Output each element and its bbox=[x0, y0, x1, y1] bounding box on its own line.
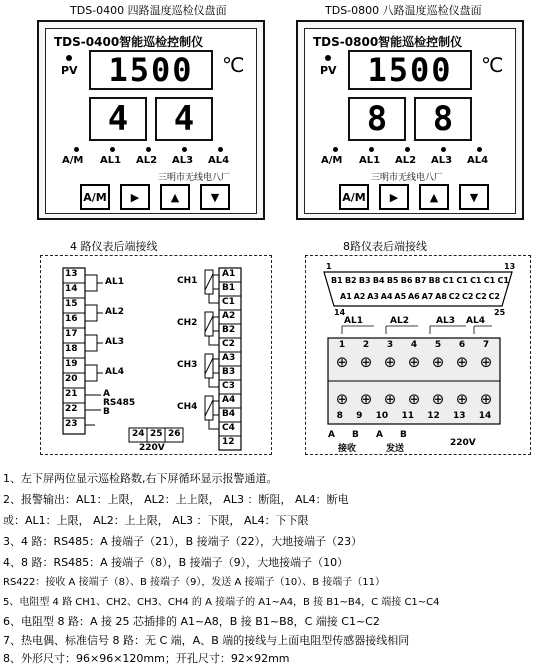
left-panel-title: TDS-0400智能巡检控制仪 bbox=[54, 35, 204, 49]
terminal-18: 18 bbox=[65, 344, 78, 354]
al4-label: AL4 bbox=[466, 316, 485, 326]
terminal-2: 2 bbox=[362, 340, 370, 350]
pin-a8: A8 bbox=[435, 292, 447, 301]
terminal-13: 13 bbox=[453, 411, 466, 421]
terminal-c2: C2 bbox=[222, 339, 235, 349]
left-panel-face bbox=[45, 28, 257, 214]
ch3-label: CH3 bbox=[177, 360, 198, 370]
pin-13-label: 13 bbox=[504, 262, 516, 271]
terminal-10: 10 bbox=[375, 411, 389, 421]
celsius-unit: ℃ bbox=[481, 53, 504, 77]
terminal-19: 19 bbox=[65, 359, 78, 369]
terminal-13: 13 bbox=[65, 269, 78, 279]
power-220v-label: 220V bbox=[450, 438, 476, 448]
maker-label: 三明市无线电八厂 bbox=[158, 173, 231, 183]
ch2-label: CH2 bbox=[177, 318, 198, 328]
pin-a5: A5 bbox=[394, 292, 407, 301]
terminal-21: 21 bbox=[65, 389, 78, 399]
al4-indicator-label: AL4 bbox=[467, 155, 489, 166]
al3-indicator-label: AL3 bbox=[431, 155, 453, 166]
left-front-panel bbox=[37, 20, 265, 220]
pin-a4: A4 bbox=[380, 292, 393, 301]
eight-channel-wiring-diagram bbox=[305, 255, 531, 455]
channel-display: 4 bbox=[89, 97, 147, 141]
ch1-label: CH1 bbox=[177, 276, 198, 286]
al2-indicator-label: AL2 bbox=[395, 155, 417, 166]
pin-c1: C1 bbox=[483, 276, 496, 285]
terminal-15: 15 bbox=[65, 299, 78, 309]
terminal-b1: B1 bbox=[222, 283, 236, 293]
rs485-a-label: A bbox=[103, 389, 110, 399]
screw-icon: ⊕ bbox=[431, 353, 445, 371]
bottom-terminal-numbers bbox=[330, 411, 498, 421]
terminal-b3: B3 bbox=[222, 367, 236, 377]
terminal-1: 1 bbox=[338, 340, 346, 350]
terminal-a4: A4 bbox=[222, 395, 236, 405]
al1-label: AL1 bbox=[344, 316, 363, 326]
pin-b4: B4 bbox=[372, 276, 385, 285]
terminal-a1: A1 bbox=[222, 269, 236, 279]
pin-a3: A3 bbox=[367, 292, 379, 301]
terminal-14: 14 bbox=[478, 411, 492, 421]
ch4-label: CH4 bbox=[177, 402, 198, 412]
note-4: 4、8 路：RS485：A 接端子（8），B 接端子（9），大地接端子（10） bbox=[3, 556, 349, 569]
rs485-b-label: B bbox=[103, 407, 110, 417]
screw-icon: ⊕ bbox=[335, 353, 349, 371]
send-b-label: B bbox=[400, 430, 407, 440]
pin-a7: A7 bbox=[421, 292, 434, 301]
screw-icon: ⊕ bbox=[479, 390, 493, 408]
terminal-4: 4 bbox=[410, 340, 418, 350]
terminal-22: 22 bbox=[65, 404, 78, 414]
pv-label: PV bbox=[61, 64, 78, 77]
terminal-25: 25 bbox=[150, 429, 163, 439]
connector-top-row bbox=[331, 276, 509, 285]
down-key[interactable]: ▼ bbox=[459, 184, 489, 210]
terminal-c4: C4 bbox=[222, 423, 235, 433]
right-wiring-caption: 8路仪表后端接线 bbox=[343, 240, 427, 253]
al3-indicator-label: AL3 bbox=[172, 155, 194, 166]
terminal-8: 8 bbox=[336, 411, 343, 421]
screw-icon: ⊕ bbox=[479, 353, 493, 371]
left-panel-caption: TDS-0400 四路温度巡检仪盘面 bbox=[70, 4, 227, 17]
left-wiring-caption: 4 路仪表后端接线 bbox=[70, 240, 158, 253]
note-2: 2、报警输出：AL1：上限， AL2：上上限， AL3 ：断阻， AL4：断电 bbox=[3, 493, 349, 506]
terminal-17: 17 bbox=[65, 329, 78, 339]
pin-b1: B1 bbox=[331, 276, 343, 285]
shift-key[interactable]: ▶ bbox=[379, 184, 409, 210]
alarm-channel-display: 4 bbox=[155, 97, 213, 141]
terminal-c1: C1 bbox=[222, 297, 235, 307]
right-panel-face bbox=[304, 28, 516, 214]
terminal-b4: B4 bbox=[222, 409, 236, 419]
power-220v-label: 220V bbox=[139, 443, 165, 453]
channel-display: 8 bbox=[348, 97, 406, 141]
pin-c2: C2 bbox=[488, 292, 500, 301]
am-key[interactable]: A/M bbox=[339, 184, 369, 210]
top-screw-row bbox=[330, 353, 498, 371]
indicator-led bbox=[110, 147, 115, 152]
pv-label: PV bbox=[320, 64, 337, 77]
pin-c1: C1 bbox=[456, 276, 468, 285]
am-indicator-label: A/M bbox=[62, 155, 84, 166]
bottom-screw-row bbox=[330, 390, 498, 408]
send-label: 发送 bbox=[386, 444, 405, 454]
note-1: 1、左下屏两位显示巡检路数,右下屏循环显示报警通道。 bbox=[3, 472, 278, 485]
pin-c2: C2 bbox=[448, 292, 461, 301]
note-8: 8、外形尺寸：96×96×120mm；开孔尺寸：92×92mm bbox=[3, 652, 290, 665]
terminal-a3: A3 bbox=[222, 353, 236, 363]
al2-indicator-label: AL2 bbox=[136, 155, 158, 166]
terminal-23: 23 bbox=[65, 419, 78, 429]
pin-b2: B2 bbox=[344, 276, 357, 285]
pin-1-label: 1 bbox=[326, 262, 332, 271]
indicator-led bbox=[369, 147, 374, 152]
pin-b5: B5 bbox=[386, 276, 399, 285]
pin-b7: B7 bbox=[414, 276, 427, 285]
screw-icon: ⊕ bbox=[359, 353, 373, 371]
pin-a1: A1 bbox=[340, 292, 352, 301]
al3-label: AL3 bbox=[105, 337, 124, 347]
terminal-c3: C3 bbox=[222, 381, 235, 391]
note-3: 3、4 路：RS485：A 接端子（21），B 接端子（22），大地接端子（23） bbox=[3, 535, 363, 548]
al4-indicator-label: AL4 bbox=[208, 155, 230, 166]
terminal-12: 12 bbox=[222, 437, 235, 447]
terminal-11: 11 bbox=[401, 411, 414, 421]
al1-label: AL1 bbox=[105, 277, 124, 287]
shift-key[interactable]: ▶ bbox=[120, 184, 150, 210]
receive-label: 接收 bbox=[338, 444, 357, 454]
screw-icon: ⊕ bbox=[455, 390, 469, 408]
terminal-6: 6 bbox=[458, 340, 466, 350]
indicator-led bbox=[441, 147, 446, 152]
screw-icon: ⊕ bbox=[407, 353, 421, 371]
indicator-led bbox=[405, 147, 410, 152]
indicator-led bbox=[74, 147, 79, 152]
terminal-3: 3 bbox=[386, 340, 394, 350]
pv-display: 1500 bbox=[348, 50, 472, 90]
am-key[interactable]: A/M bbox=[80, 184, 110, 210]
note-5: 5、电阻型 4 路 CH1、CH2、CH3、CH4 的 A 接端子的 A1~A4，B 接 B1~B4，C 端接 C1~C4 bbox=[3, 597, 440, 608]
pin-a6: A6 bbox=[407, 292, 420, 301]
screw-icon: ⊕ bbox=[383, 390, 397, 408]
alarm-channel-display: 8 bbox=[414, 97, 472, 141]
al3-label: AL3 bbox=[436, 316, 455, 326]
pin-c1: C1 bbox=[470, 276, 482, 285]
terminal-5: 5 bbox=[434, 340, 442, 350]
indicator-led bbox=[477, 147, 482, 152]
pin-b8: B8 bbox=[428, 276, 441, 285]
pin-c2: C2 bbox=[475, 292, 487, 301]
down-key[interactable]: ▼ bbox=[200, 184, 230, 210]
al1-indicator-label: AL1 bbox=[359, 155, 381, 166]
pin-c2: C2 bbox=[462, 292, 474, 301]
send-a-label: A bbox=[376, 430, 383, 440]
terminal-14: 14 bbox=[65, 284, 78, 294]
terminal-7: 7 bbox=[482, 340, 490, 350]
terminal-a2: A2 bbox=[222, 311, 236, 321]
pv-led bbox=[325, 55, 331, 61]
right-front-panel bbox=[296, 20, 524, 220]
pin-b6: B6 bbox=[400, 276, 413, 285]
maker-label: 三明市无线电八厂 bbox=[371, 173, 444, 183]
indicator-led bbox=[218, 147, 223, 152]
pv-led bbox=[66, 55, 72, 61]
terminal-24: 24 bbox=[132, 429, 145, 439]
right-panel-caption: TDS-0800 八路温度巡检仪盘面 bbox=[325, 4, 482, 17]
screw-icon: ⊕ bbox=[431, 390, 445, 408]
indicator-led bbox=[146, 147, 151, 152]
pin-c1: C1 bbox=[497, 276, 509, 285]
screw-icon: ⊕ bbox=[455, 353, 469, 371]
al4-label: AL4 bbox=[105, 367, 124, 377]
up-key[interactable]: ▲ bbox=[419, 184, 449, 210]
receive-a-label: A bbox=[328, 430, 335, 440]
note-4b: RS422：接收 A 接端子（8）、B 接端子（9），发送 A 接端子（10）、B 接端子（11） bbox=[3, 577, 386, 588]
indicator-led bbox=[182, 147, 187, 152]
terminal-12: 12 bbox=[427, 411, 440, 421]
pv-display: 1500 bbox=[89, 50, 213, 90]
pin-25-label: 25 bbox=[494, 308, 506, 317]
terminal-9: 9 bbox=[356, 411, 363, 421]
screw-icon: ⊕ bbox=[335, 390, 349, 408]
note-6: 6、电阻型 8 路：A 接 25 芯插排的 A1~A8，B 接 B1~B8，C 端接 C1~C2 bbox=[3, 615, 380, 628]
connector-bottom-row bbox=[340, 292, 500, 301]
al2-label: AL2 bbox=[105, 307, 124, 317]
pin-14-label: 14 bbox=[334, 308, 346, 317]
terminal-16: 16 bbox=[65, 314, 78, 324]
celsius-unit: ℃ bbox=[222, 53, 245, 77]
note-7: 7、热电偶、标准信号 8 路：无 C 端，A、B 端的接线与上面电阻型传感器接线相同 bbox=[3, 634, 410, 647]
top-terminal-numbers bbox=[330, 340, 498, 350]
note-2b: 或：AL1：上限， AL2：上上限， AL3 ：下限， AL4：下下限 bbox=[3, 514, 309, 527]
four-channel-wiring-diagram bbox=[40, 255, 272, 455]
screw-icon: ⊕ bbox=[407, 390, 421, 408]
pin-c1: C1 bbox=[442, 276, 455, 285]
right-panel-title: TDS-0800智能巡检控制仪 bbox=[313, 35, 463, 49]
indicator-led bbox=[333, 147, 338, 152]
al2-label: AL2 bbox=[390, 316, 409, 326]
pin-b3: B3 bbox=[358, 276, 371, 285]
screw-icon: ⊕ bbox=[383, 353, 397, 371]
al1-indicator-label: AL1 bbox=[100, 155, 122, 166]
screw-icon: ⊕ bbox=[359, 390, 373, 408]
am-indicator-label: A/M bbox=[321, 155, 343, 166]
rs485-label: RS485 bbox=[103, 398, 136, 408]
pin-a2: A2 bbox=[353, 292, 366, 301]
receive-b-label: B bbox=[352, 430, 359, 440]
terminal-26: 26 bbox=[168, 429, 181, 439]
terminal-20: 20 bbox=[65, 374, 78, 384]
terminal-b2: B2 bbox=[222, 325, 236, 335]
up-key[interactable]: ▲ bbox=[160, 184, 190, 210]
